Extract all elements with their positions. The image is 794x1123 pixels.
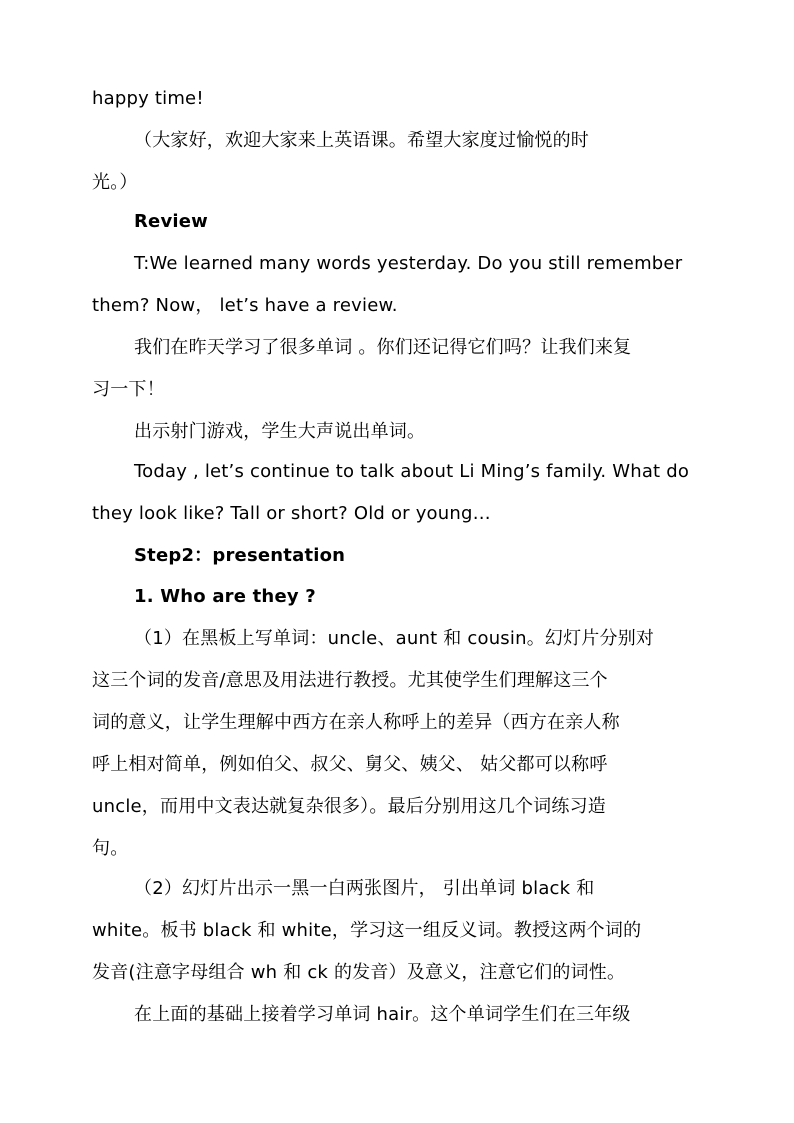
text-line-step-one-continued-2: 词的意义，让学生理解中西方在亲人称呼上的差异（西方在亲人称 xyxy=(92,712,620,733)
text-line-review-chinese-end: 习一下！ xyxy=(92,379,165,400)
text-line-step-one-end: 句。 xyxy=(92,838,129,859)
text-line-step-one: （1）在黑板上写单词：uncle、aunt 和 cousin。幻灯片分别对 xyxy=(134,628,655,649)
subsection-heading-who-are-they: 1. Who are they ? xyxy=(134,586,316,607)
text-line-review-chinese: 我们在昨天学习了很多单词 。你们还记得它们吗？让我们来复 xyxy=(134,337,632,358)
text-line-step-one-continued-4: uncle，而用中文表达就复杂很多）。最后分别用这几个词练习造 xyxy=(92,796,606,817)
text-line-step-one-continued-3: 呼上相对简单，例如伯父、叔父、舅父、姨父、 姑父都可以称呼 xyxy=(92,754,608,775)
text-line-greeting-translation: （大家好，欢迎大家来上英语课。希望大家度过愉悦的时 xyxy=(134,130,589,151)
text-line-review-question: T:We learned many words yesterday. Do you still remember xyxy=(134,253,683,274)
text-line-hair: 在上面的基础上接着学习单词 hair。这个单词学生们在三年级 xyxy=(134,1004,631,1025)
section-heading-presentation: Step2：presentation xyxy=(134,545,346,566)
text-line-step-two-continued-2: 发音(注意字母组合 wh 和 ck 的发音）及意义，注意它们的词性。 xyxy=(92,962,626,983)
text-line-step-two-continued-1: white。板书 black 和 white，学习这一组反义词。教授这两个词的 xyxy=(92,920,642,941)
text-line-step-two: （2）幻灯片出示一黑一白两张图片， 引出单词 black 和 xyxy=(134,878,595,899)
text-line-happy-time: happy time! xyxy=(92,88,204,109)
section-heading-review: Review xyxy=(134,211,209,232)
text-line-family-topic-end: they look like? Tall or short? Old or young… xyxy=(92,503,491,524)
text-line-greeting-translation-end: 光。） xyxy=(92,172,138,193)
text-line-family-topic: Today , let’s continue to talk about Li Ming’s family. What do xyxy=(134,461,690,482)
text-line-game-instruction: 出示射门游戏，学生大声说出单词。 xyxy=(134,421,426,442)
text-line-step-one-continued-1: 这三个词的发音/意思及用法进行教授。尤其使学生们理解这三个 xyxy=(92,670,608,691)
text-line-review-question-end: them? Now， let’s have a review. xyxy=(92,295,398,316)
